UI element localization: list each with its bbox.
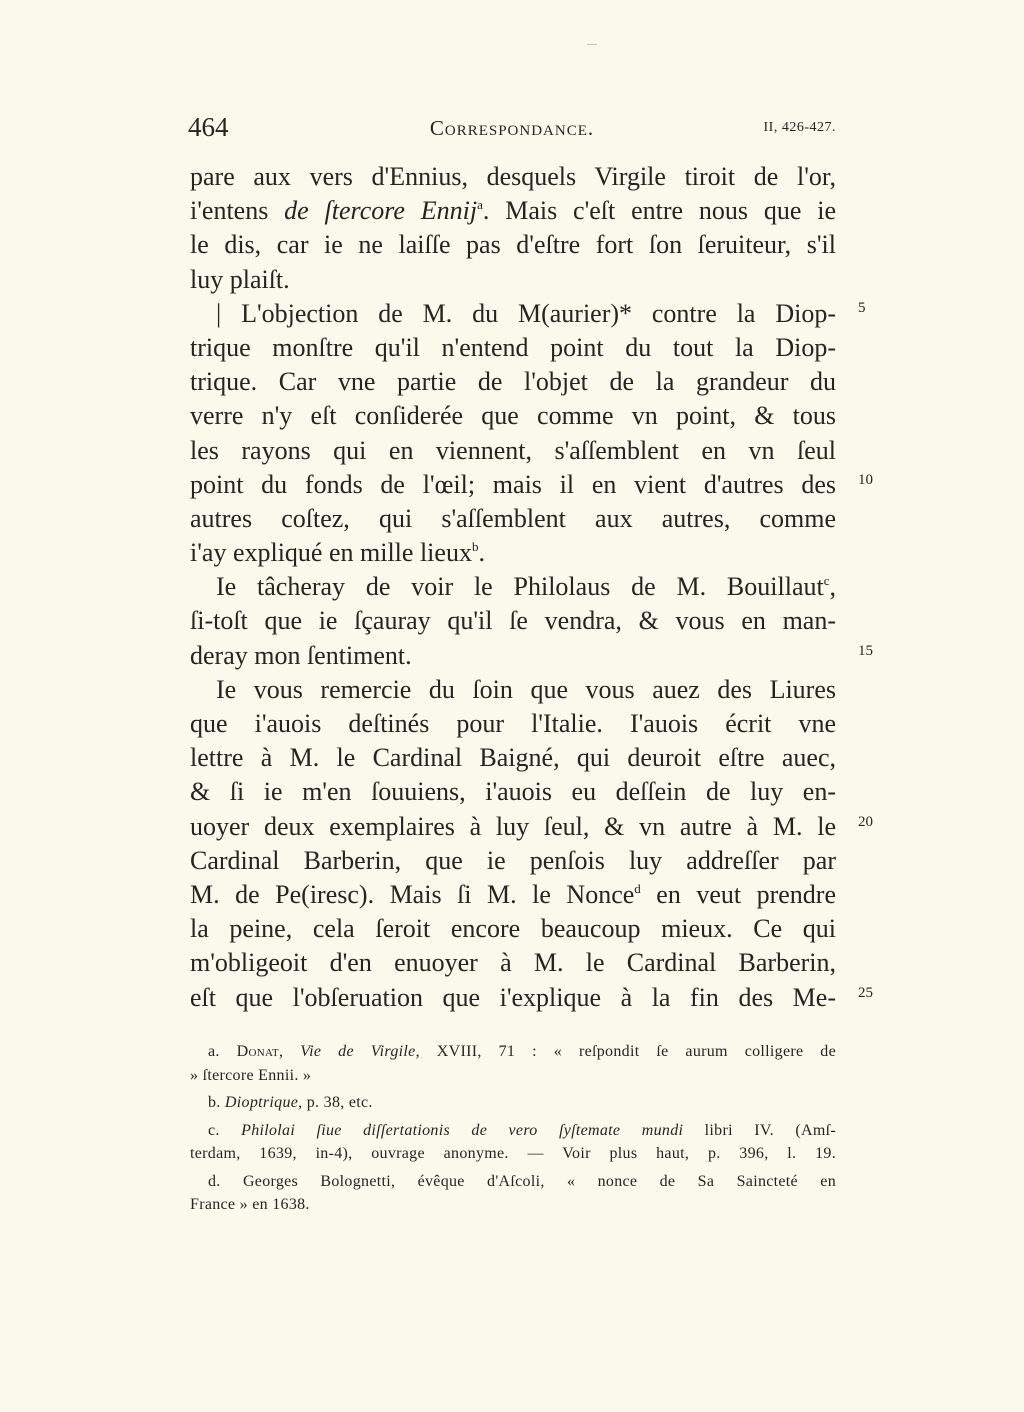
text-line: i'ay expliqué en mille lieux$^b$. <box>190 538 485 568</box>
text-line: | L'objection de M. du M(aurier)* contre la Diop- <box>216 298 836 328</box>
footnote-b: b. Dioptrique, p. 38, etc. <box>208 1094 373 1111</box>
text-line: point du fonds de l'œil; mais il en vient d'autres des <box>190 469 836 499</box>
footnote-ref: c <box>823 573 830 589</box>
text-line: pare aux vers d'Ennius, desquels Virgile tiroit de l'or, <box>190 162 836 191</box>
footnote-d-cont: France » en 1638. <box>190 1196 310 1213</box>
text-line: ſi-toſt que ie ſçauray qu'il ſe vendra, & vous en man- <box>190 606 836 636</box>
text-line: autres coſtez, qui s'aſſemblent aux autres, comme <box>190 503 836 533</box>
text-line: deray mon ſentiment. <box>190 640 412 670</box>
footnote-ref: a <box>477 197 483 213</box>
page-header <box>188 112 836 146</box>
footnote-a-cont: » ſtercore Ennii. » <box>190 1066 312 1084</box>
footnote-d: d. Georges Bolognetti, évêque d'Aſcoli, « nonce de Sa Saincteté en <box>208 1172 836 1190</box>
footnotes <box>190 1040 836 1217</box>
footnote-c: c. Philolai ſiue diſſertationis de vero ſyſtemate mundi libri IV. (Amſ- <box>208 1121 836 1139</box>
page-number: 464 <box>188 112 229 142</box>
top-mark <box>587 44 597 45</box>
text-line: verre n'y eſt conſiderée que comme vn point, & tous <box>190 401 836 431</box>
main-text <box>190 160 836 1015</box>
text-line: Ie tâcheray de voir le Philolaus de M. Bouillaut$^c$, <box>216 572 836 602</box>
text-line: eſt que l'obſeruation que i'explique à la fin des Me- <box>190 982 836 1012</box>
text-line: M. de Pe(iresc). Mais ſi M. le Nonce$^d$ en veut prendre <box>190 879 836 909</box>
footnote-ref: b <box>471 539 479 555</box>
line-number: 10 <box>858 472 873 488</box>
text-line: que i'auois deſtinés pour l'Italie. I'auois écrit vne <box>190 709 836 738</box>
text-line: le dis, car ie ne laiſſe pas d'eſtre fort ſon ſeruiteur, s'il <box>190 230 836 260</box>
text-line: i'entens de ſtercore Ennij$^a$. Mais c'eſt entre nous que ie <box>190 196 836 226</box>
footnote-a: a. Donat, Vie de Virgile, XVIII, 71 : « reſpondit ſe aurum colligere de <box>208 1043 836 1060</box>
text-line: trique. Car vne partie de l'objet de la grandeur du <box>190 367 836 397</box>
text-line: & ſi ie m'en ſouuiens, i'auois eu deſſein de luy en- <box>190 777 836 807</box>
text-line: luy plaiſt. <box>190 264 290 294</box>
text-line: la peine, cela ſeroit encore beaucoup mieux. Ce qui <box>190 914 836 944</box>
line-number: 5 <box>858 300 866 316</box>
line-number: 20 <box>858 814 873 830</box>
line-number: 25 <box>858 985 873 1001</box>
running-title: Correspondance. <box>429 116 595 140</box>
text-line: uoyer deux exemplaires à luy ſeul, & vn autre à M. le <box>190 811 836 841</box>
footnote-ref: d <box>634 880 641 896</box>
text-line: les rayons qui en viennent, s'aſſemblent en vn ſeul <box>190 435 836 465</box>
text-line: lettre à M. le Cardinal Baigné, qui deuroit eſtre auec, <box>190 743 836 773</box>
text-line: Ie vous remercie du ſoin que vous auez des Liures <box>216 674 836 704</box>
text-line: Cardinal Barberin, que ie penſois luy addreſſer par <box>190 845 836 875</box>
text-line: trique monſtre qu'il n'entend point du tout la Diop- <box>190 332 836 362</box>
page-reference: II, 426-427. <box>763 120 836 135</box>
footnote-c-cont: terdam, 1639, in-4), ouvrage anonyme. — Voir plus haut, p. 396, l. 19. <box>190 1145 836 1162</box>
text-line: m'obligeoit d'en enuoyer à M. le Cardinal Barberin, <box>190 948 836 978</box>
line-number: 15 <box>858 643 873 659</box>
